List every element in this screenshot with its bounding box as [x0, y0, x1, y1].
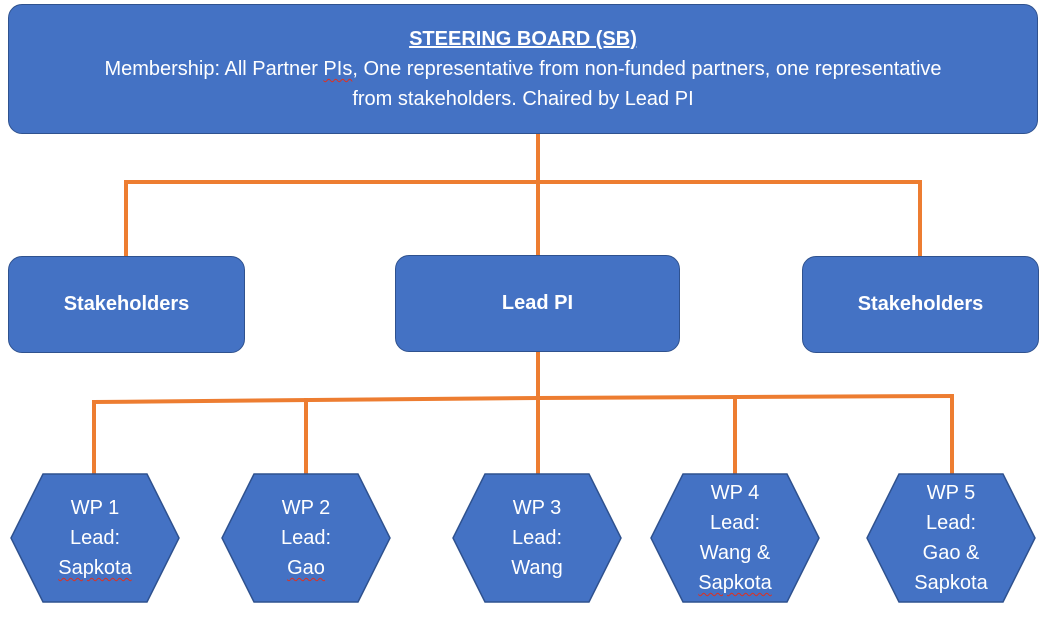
- lead-pi-box: [395, 255, 680, 352]
- steering-board-box: [8, 4, 1038, 134]
- wp3-title: WP 3: [512, 497, 562, 519]
- membership-text-start: Membership: All Partner: [104, 58, 324, 80]
- wp1-hexagon: [9, 472, 181, 604]
- wp1-lead-name: Sapkota: [58, 557, 132, 579]
- wp4-title: WP 4: [710, 482, 760, 504]
- wp4-lead-label: Lead:: [709, 512, 761, 534]
- wp5-title: WP 5: [926, 482, 976, 504]
- wp5-lead-name-1: Gao &: [922, 542, 980, 564]
- wp3-lead-label: Lead:: [511, 527, 563, 549]
- wp3-hexagon: [451, 472, 623, 604]
- steering-board-chair: from stakeholders. Chaired by Lead PI: [352, 88, 694, 110]
- membership-text-pis: PIs: [323, 58, 353, 80]
- wp4-lead-name-2: Sapkota: [698, 572, 772, 594]
- wp5-lead-name-2: Sapkota: [914, 572, 988, 594]
- connector-wp-horizontal: [94, 396, 952, 402]
- stakeholders-left-label: Stakeholders: [63, 293, 190, 315]
- lead-pi-label: Lead PI: [501, 292, 574, 314]
- wp2-hexagon: [220, 472, 392, 604]
- wp5-lead-label: Lead:: [925, 512, 977, 534]
- membership-text-rest: , One representative from non-funded partners, one representative: [352, 58, 942, 80]
- wp4-lead-name-1: Wang &: [699, 542, 771, 564]
- wp1-lead-label: Lead:: [69, 527, 121, 549]
- wp3-lead-name: Wang: [511, 557, 563, 579]
- wp2-lead-name: Gao: [287, 557, 325, 579]
- steering-board-title: STEERING BOARD (SB): [409, 28, 637, 50]
- steering-board-membership: [104, 54, 941, 84]
- wp5-hexagon: [865, 472, 1037, 604]
- wp2-lead-label: Lead:: [280, 527, 332, 549]
- stakeholders-left-box: [8, 256, 245, 353]
- wp1-title: WP 1: [70, 497, 120, 519]
- stakeholders-right-label: Stakeholders: [857, 293, 984, 315]
- stakeholders-right-box: [802, 256, 1039, 353]
- wp4-hexagon: [649, 472, 821, 604]
- wp2-title: WP 2: [281, 497, 331, 519]
